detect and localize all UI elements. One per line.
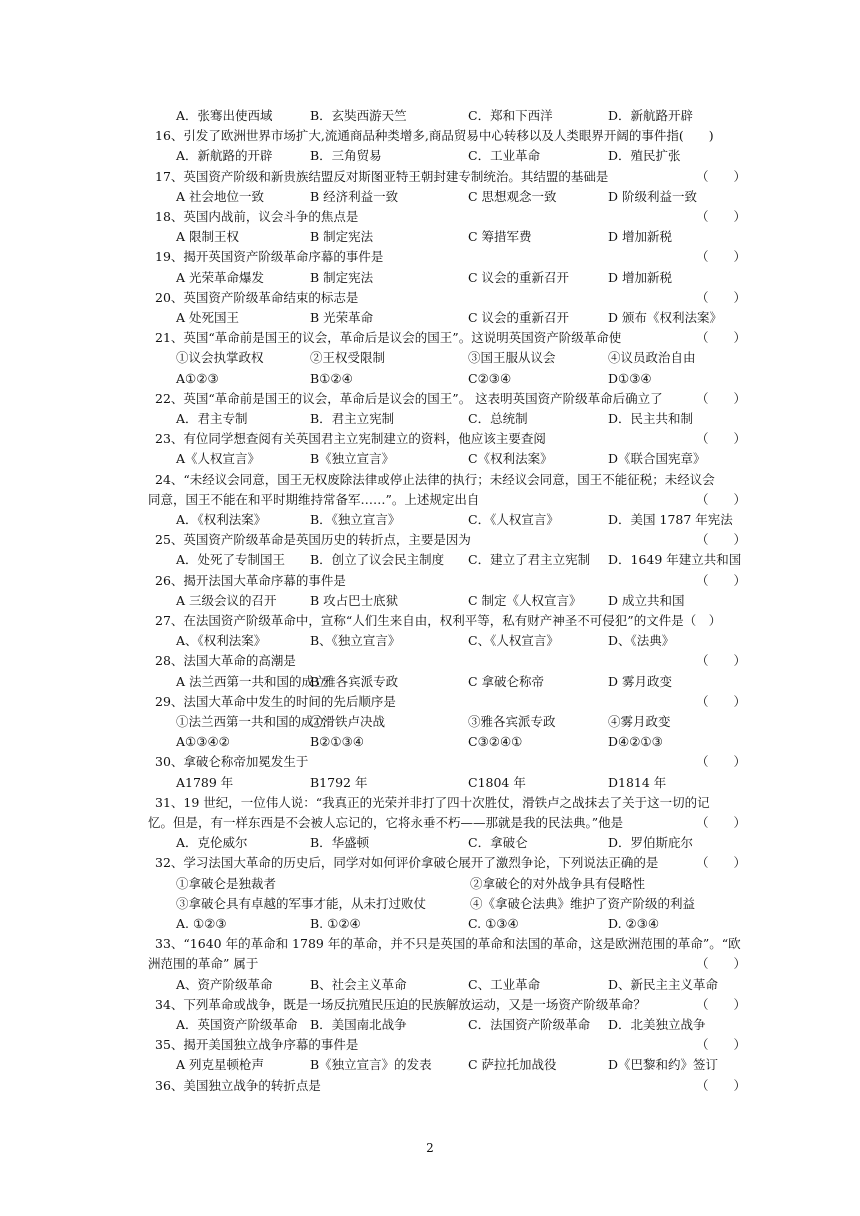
question-stem: 17、英国资产阶级和新贵族结盟反对斯图亚特王朝封建专制统治。其结盟的基础是 — [155, 169, 609, 184]
question-continuation: 洲范围的革命” 属于 — [148, 956, 259, 971]
answer-blank: （ ） — [696, 169, 747, 184]
option-text: ④《拿破仑法典》维护了资产阶级的利益 — [470, 896, 696, 911]
option-text: A 三级会议的召开 — [176, 593, 277, 608]
answer-blank: （ ） — [696, 694, 747, 709]
option-text: C．总统制 — [468, 411, 528, 426]
question-stem: 31、19 世纪，一位伟人说：“我真正的光荣并非打了四十次胜仗，滑铁卢之战抹去了关于这一切的记 — [155, 795, 710, 810]
option-text: D《联合国宪章》 — [608, 451, 706, 466]
question-stem: 21、英国“革命前是国王的议会，革命后是议会的国王”。这说明英国资产阶级革命使 — [155, 330, 622, 345]
option-text: C 议会的重新召开 — [468, 310, 570, 325]
option-text: D①③④ — [608, 371, 652, 386]
option-text: D．罗伯斯庇尔 — [608, 835, 694, 850]
option-text: ①议会执掌政权 — [176, 350, 264, 365]
option-text: D 雾月政变 — [608, 674, 672, 689]
question-continuation: 同意，国王不能在和平时期维持常备军……”。上述规定出自 — [148, 492, 480, 507]
option-text: ②滑铁卢决战 — [310, 714, 386, 729]
option-text: B．三角贸易 — [310, 148, 382, 163]
option-text: ②王权受限制 — [310, 350, 386, 365]
option-text: C《权利法案》 — [468, 451, 553, 466]
option-text: D. ②③④ — [608, 916, 660, 931]
option-text: D④②①③ — [608, 734, 663, 749]
option-text: C、工业革命 — [468, 977, 541, 992]
option-text: ①法兰西第一共和国的成立 — [176, 714, 327, 729]
option-text: C. ①③④ — [468, 916, 519, 931]
option-text: B 制定宪法 — [310, 229, 374, 244]
option-text: D 增加新税 — [608, 270, 672, 285]
option-text: B．华盛顿 — [310, 835, 370, 850]
option-text: D．美国 1787 年宪法 — [608, 512, 733, 527]
question-stem: 36、美国独立战争的转折点是 — [155, 1078, 321, 1093]
question-continuation: 忆。但是，有一样东西是不会被人忘记的，它将永垂不朽——那就是我的民法典。”他是 — [148, 815, 624, 830]
option-text: A．君主专制 — [176, 411, 248, 426]
answer-blank: （ ） — [696, 815, 747, 830]
question-stem: 32、学习法国大革命的历史后，同学对如何评价拿破仑展开了激烈争论，下列说法正确的是 — [155, 855, 659, 870]
answer-blank: （ ） — [696, 209, 747, 224]
option-text: D、新民主主义革命 — [608, 977, 719, 992]
question-stem: 23、有位同学想查阅有关英国君主立宪制建立的资料，他应该主要查阅 — [155, 431, 546, 446]
option-text: ④议员政治自由 — [608, 350, 696, 365]
option-text: C 制定《人权宣言》 — [468, 593, 582, 608]
option-text: C②③④ — [468, 371, 512, 386]
option-text: C．工业革命 — [468, 148, 541, 163]
option-text: B②①③④ — [310, 734, 365, 749]
question-stem: 19、揭开英国资产阶级革命序幕的事件是 — [155, 249, 384, 264]
option-text: B 攻占巴士底狱 — [310, 593, 399, 608]
option-text: A1789 年 — [176, 775, 234, 790]
option-text: D 增加新税 — [608, 229, 672, 244]
option-text: A 处死国王 — [176, 310, 240, 325]
option-text: B1792 年 — [310, 775, 368, 790]
option-text: A．处死了专制国王 — [176, 552, 286, 567]
option-text: B 制定宪法 — [310, 270, 374, 285]
option-text: A①②③ — [176, 371, 219, 386]
option-text: C．建立了君主立宪制 — [468, 552, 591, 567]
question-stem: 27、在法国资产阶级革命中，宣称“人们生来自由，权利平等，私有财产神圣不可侵犯”的文件是（ ） — [155, 613, 722, 628]
question-stem: 26、揭开法国大革命序幕的事件是 — [155, 573, 346, 588]
answer-blank: （ ） — [696, 492, 747, 507]
option-text: B《独立宣言》的发表 — [310, 1057, 432, 1072]
option-text: A《人权宣言》 — [176, 451, 261, 466]
option-text: C．《人权宣言》 — [468, 512, 559, 527]
question-stem: 29、法国大革命中发生的时间的先后顺序是 — [155, 694, 396, 709]
option-text: B、社会主义革命 — [310, 977, 407, 992]
option-text: A．《权利法案》 — [176, 512, 267, 527]
answer-blank: （ ） — [696, 997, 747, 1012]
option-text: A、资产阶级革命 — [176, 977, 273, 992]
question-stem: 16、引发了欧洲世界市场扩大,流通商品种类增多,商品贸易中心转移以及人类眼界开阔的事件指( ) — [155, 128, 714, 143]
answer-blank: （ ） — [696, 1037, 747, 1052]
question-stem: 25、英国资产阶级革命是英国历史的转折点，主要是因为 — [155, 532, 471, 547]
option-text: B．《独立宣言》 — [310, 512, 401, 527]
option-text: C1804 年 — [468, 775, 526, 790]
option-text: ④雾月政变 — [608, 714, 671, 729]
question-stem: 28、法国大革命的高潮是 — [155, 653, 296, 668]
option-text: A 列克星顿枪声 — [176, 1057, 265, 1072]
option-text: ①拿破仑是独裁者 — [176, 876, 277, 891]
option-text: C．拿破仑 — [468, 835, 528, 850]
option-text: A 光荣革命爆发 — [176, 270, 265, 285]
answer-blank: （ ） — [696, 956, 747, 971]
option-text: C．法国资产阶级革命 — [468, 1017, 591, 1032]
answer-blank: （ ） — [696, 855, 747, 870]
answer-blank: （ ） — [696, 573, 747, 588]
option-text: ③国王服从议会 — [468, 350, 556, 365]
question-stem: 30、拿破仑称帝加冕发生于 — [155, 754, 309, 769]
option-text: D1814 年 — [608, 775, 667, 790]
page-number: 2 — [426, 1141, 434, 1155]
option-text: A 法兰西第一共和国的成立 — [176, 674, 327, 689]
option-text: C③②④① — [468, 734, 523, 749]
option-text: B 雅各宾派专政 — [310, 674, 399, 689]
question-stem: 20、英国资产阶级革命结束的标志是 — [155, 290, 359, 305]
option-text: C．郑和下西洋 — [468, 108, 553, 123]
option-text: A①③④② — [176, 734, 230, 749]
option-text: A．张骞出使西域 — [176, 108, 273, 123]
option-text: B、《独立宣言》 — [310, 633, 401, 648]
answer-blank: （ ） — [696, 249, 747, 264]
answer-blank: （ ） — [696, 330, 747, 345]
option-text: D．新航路开辟 — [608, 108, 694, 123]
option-text: C 筹措军费 — [468, 229, 532, 244]
question-stem: 18、英国内战前，议会斗争的焦点是 — [155, 209, 359, 224]
option-text: B 光荣革命 — [310, 310, 374, 325]
question-stem: 24、“未经议会同意，国王无权废除法律或停止法律的执行；未经议会同意，国王不能征税；未经议会 — [155, 472, 715, 487]
option-text: B《独立宣言》 — [310, 451, 395, 466]
option-text: A. ①②③ — [176, 916, 227, 931]
option-text: A、《权利法案》 — [176, 633, 267, 648]
option-text: D．1649 年建立共和国 — [608, 552, 742, 567]
option-text: D《巴黎和约》签订 — [608, 1057, 719, 1072]
answer-blank: （ ） — [696, 754, 747, 769]
option-text: A．新航路的开辟 — [176, 148, 273, 163]
option-text: D．民主共和制 — [608, 411, 694, 426]
option-text: ③雅各宾派专政 — [468, 714, 556, 729]
option-text: D．北美独立战争 — [608, 1017, 706, 1032]
option-text: B．君主立宪制 — [310, 411, 395, 426]
answer-blank: （ ） — [696, 391, 747, 406]
option-text: ②拿破仑的对外战争具有侵略性 — [470, 876, 646, 891]
option-text: B．创立了议会民主制度 — [310, 552, 445, 567]
option-text: B．玄奘西游天竺 — [310, 108, 407, 123]
option-text: B. ①②④ — [310, 916, 361, 931]
option-text: B 经济利益一致 — [310, 189, 399, 204]
question-stem: 22、英国“革命前是国王的议会，革命后是议会的国王”。 这表明英国资产阶级革命后确立了 — [155, 391, 663, 406]
option-text: C 拿破仑称帝 — [468, 674, 545, 689]
option-text: B①②④ — [310, 371, 353, 386]
option-text: B．美国南北战争 — [310, 1017, 407, 1032]
question-stem: 33、“1640 年的革命和 1789 年的革命，并不只是英国的革命和法国的革命，这是欧洲范围的革命”。“欧 — [155, 936, 741, 951]
option-text: A 社会地位一致 — [176, 189, 265, 204]
option-text: A．克伦威尔 — [176, 835, 248, 850]
option-text: A．英国资产阶级革命 — [176, 1017, 298, 1032]
option-text: C 思想观念一致 — [468, 189, 557, 204]
answer-blank: （ ） — [696, 532, 747, 547]
answer-blank: （ ） — [696, 1078, 747, 1093]
answer-blank: （ ） — [696, 431, 747, 446]
option-text: C、《人权宣言》 — [468, 633, 559, 648]
option-text: D 颁布《权利法案》 — [608, 310, 722, 325]
option-text: D 阶级利益一致 — [608, 189, 697, 204]
answer-blank: （ ） — [696, 290, 747, 305]
option-text: ③拿破仑具有卓越的军事才能，从未打过败仗 — [176, 896, 427, 911]
option-text: C 议会的重新召开 — [468, 270, 570, 285]
question-stem: 34、下列革命或战争，既是一场反抗殖民压迫的民族解放运动，又是一场资产阶级革命？ — [155, 997, 646, 1012]
question-stem: 35、揭开美国独立战争序幕的事件是 — [155, 1037, 359, 1052]
option-text: D 成立共和国 — [608, 593, 685, 608]
option-text: A 限制王权 — [176, 229, 240, 244]
option-text: D、《法典》 — [608, 633, 675, 648]
option-text: D．殖民扩张 — [608, 148, 681, 163]
answer-blank: （ ） — [696, 653, 747, 668]
option-text: C 萨拉托加战役 — [468, 1057, 557, 1072]
